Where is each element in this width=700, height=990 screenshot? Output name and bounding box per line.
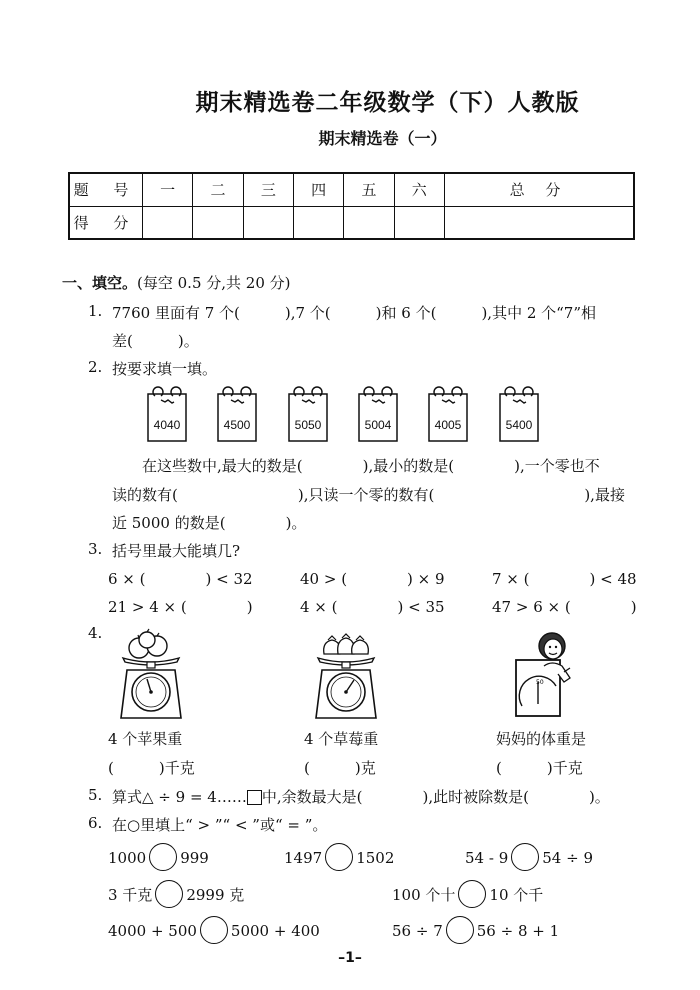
card-number: 5050 (294, 418, 322, 432)
q3-item: 6 × ( ) < 32 (108, 570, 253, 588)
number-card (428, 384, 468, 442)
answer-circle[interactable] (511, 843, 539, 871)
svg-text:50: 50 (536, 679, 544, 686)
comparison-item (108, 882, 244, 910)
q2-line1: 在这些数中,最大的数是( ),最小的数是( ),一个零也不 (142, 457, 600, 475)
q3-item: 21 > 4 × ( ) (108, 598, 253, 616)
card-number: 5004 (364, 418, 392, 432)
card-number: 4500 (223, 418, 251, 432)
q2-text: 按要求填一填。 (112, 360, 218, 378)
comparison-right: 56 ÷ 8 + 1 (476, 922, 560, 940)
comparison-right: 54 ÷ 9 (542, 849, 593, 867)
calendar-card-icon (358, 384, 398, 442)
table-cell: 六 (394, 173, 444, 206)
q4-answer: ( )千克 (108, 759, 195, 777)
comparison-right: 999 (180, 849, 209, 867)
number-card (499, 384, 539, 442)
q1-line2: 差( )。 (112, 332, 199, 350)
q3-item: 4 × ( ) < 35 (300, 598, 445, 616)
q3-item: 47 > 6 × ( ) (492, 598, 637, 616)
q4-label-apples: 4 个苹果重 (108, 730, 183, 748)
comparison-item (392, 882, 543, 910)
q1-line1: 7760 里面有 7 个( ),7 个( )和 6 个( ),其中 2 个“7”相 (112, 304, 597, 322)
section-heading (62, 272, 291, 293)
number-card (288, 384, 328, 442)
answer-circle[interactable] (458, 880, 486, 908)
comparison-right: 1502 (356, 849, 395, 867)
mom-on-scale-icon (512, 626, 578, 718)
number-card (358, 384, 398, 442)
comparison-left: 56 ÷ 7 (392, 922, 443, 940)
q3-number: 3. (88, 540, 103, 558)
score-cell[interactable] (243, 206, 293, 239)
comparison-right: 2999 克 (186, 886, 245, 904)
q4-number: 4. (88, 624, 103, 642)
q2-number: 2. (88, 358, 103, 376)
calendar-card-icon (499, 384, 539, 442)
card-number: 5400 (505, 418, 533, 432)
table-cell: 总 分 (444, 173, 634, 206)
page-number: –1– (338, 950, 362, 966)
comparison-right: 10 个千 (489, 886, 544, 904)
q6-number: 6. (88, 814, 103, 832)
q1-number: 1. (88, 302, 103, 320)
answer-circle[interactable] (325, 843, 353, 871)
number-card (217, 384, 257, 442)
comparison-left: 54 - 9 (465, 849, 509, 867)
q6-text: 在○里填上“ > ”“ < ”或“ = ”。 (112, 816, 328, 834)
comparison-right: 5000 + 400 (230, 922, 320, 940)
table-cell: 得 分 (69, 206, 143, 239)
score-table (68, 172, 635, 240)
section-note: (每空 0.5 分,共 20 分) (137, 274, 291, 292)
score-cell[interactable] (193, 206, 243, 239)
calendar-card-icon (147, 384, 187, 442)
q5-text (112, 786, 610, 807)
score-cell[interactable] (394, 206, 444, 239)
comparison-item (284, 845, 394, 873)
comparison-left: 4000 + 500 (108, 922, 197, 940)
table-cell: 四 (293, 173, 343, 206)
answer-circle[interactable] (200, 916, 228, 944)
page-subtitle: 期末精选卷（一） (318, 129, 447, 148)
table-cell: 三 (243, 173, 293, 206)
answer-circle[interactable] (446, 916, 474, 944)
table-cell: 题 号 (69, 173, 143, 206)
q4-label-strawberries: 4 个草莓重 (304, 730, 379, 748)
table-cell: 一 (143, 173, 193, 206)
table-cell: 五 (344, 173, 394, 206)
table-cell: 二 (193, 173, 243, 206)
comparison-left: 1000 (108, 849, 147, 867)
answer-circle[interactable] (155, 880, 183, 908)
comparison-item (108, 918, 320, 946)
q5-number: 5. (88, 786, 103, 804)
calendar-card-icon (217, 384, 257, 442)
comparison-item (392, 918, 559, 946)
score-cell[interactable] (293, 206, 343, 239)
apple-scale-icon (117, 628, 185, 720)
score-cell[interactable] (444, 206, 634, 239)
q5-pre: 算式△ ÷ 9 = 4…… (112, 788, 247, 806)
q4-label-mom: 妈妈的体重是 (496, 730, 587, 748)
card-number: 4005 (434, 418, 462, 432)
page-title: 期末精选卷二年级数学（下）人教版 (195, 90, 580, 116)
strawberry-scale-icon (312, 628, 380, 720)
q3-item: 7 × ( ) < 48 (492, 570, 637, 588)
comparison-left: 1497 (284, 849, 323, 867)
calendar-card-icon (288, 384, 328, 442)
q2-line2: 读的数有( ),只读一个零的数有( ),最接 (112, 486, 625, 504)
comparison-item (465, 845, 593, 873)
q3-text: 括号里最大能填几? (112, 542, 241, 560)
score-table-score-row (69, 206, 634, 239)
comparison-left: 100 个十 (392, 886, 456, 904)
score-table-header-row (69, 173, 634, 206)
score-cell[interactable] (344, 206, 394, 239)
section-title: 一、填空。 (62, 274, 138, 292)
q5-post: 中,余数最大是( ),此时被除数是( )。 (261, 788, 610, 806)
q4-answer: ( )克 (304, 759, 376, 777)
answer-circle[interactable] (149, 843, 177, 871)
blank-square-icon (247, 790, 262, 805)
q2-line3: 近 5000 的数是( )。 (112, 514, 307, 532)
q4-answer: ( )千克 (496, 759, 583, 777)
calendar-card-icon (428, 384, 468, 442)
number-card (147, 384, 187, 442)
card-number: 4040 (153, 418, 181, 432)
q3-item: 40 > ( ) × 9 (300, 570, 445, 588)
comparison-item (108, 845, 209, 873)
comparison-left: 3 千克 (108, 886, 153, 904)
score-cell[interactable] (143, 206, 193, 239)
